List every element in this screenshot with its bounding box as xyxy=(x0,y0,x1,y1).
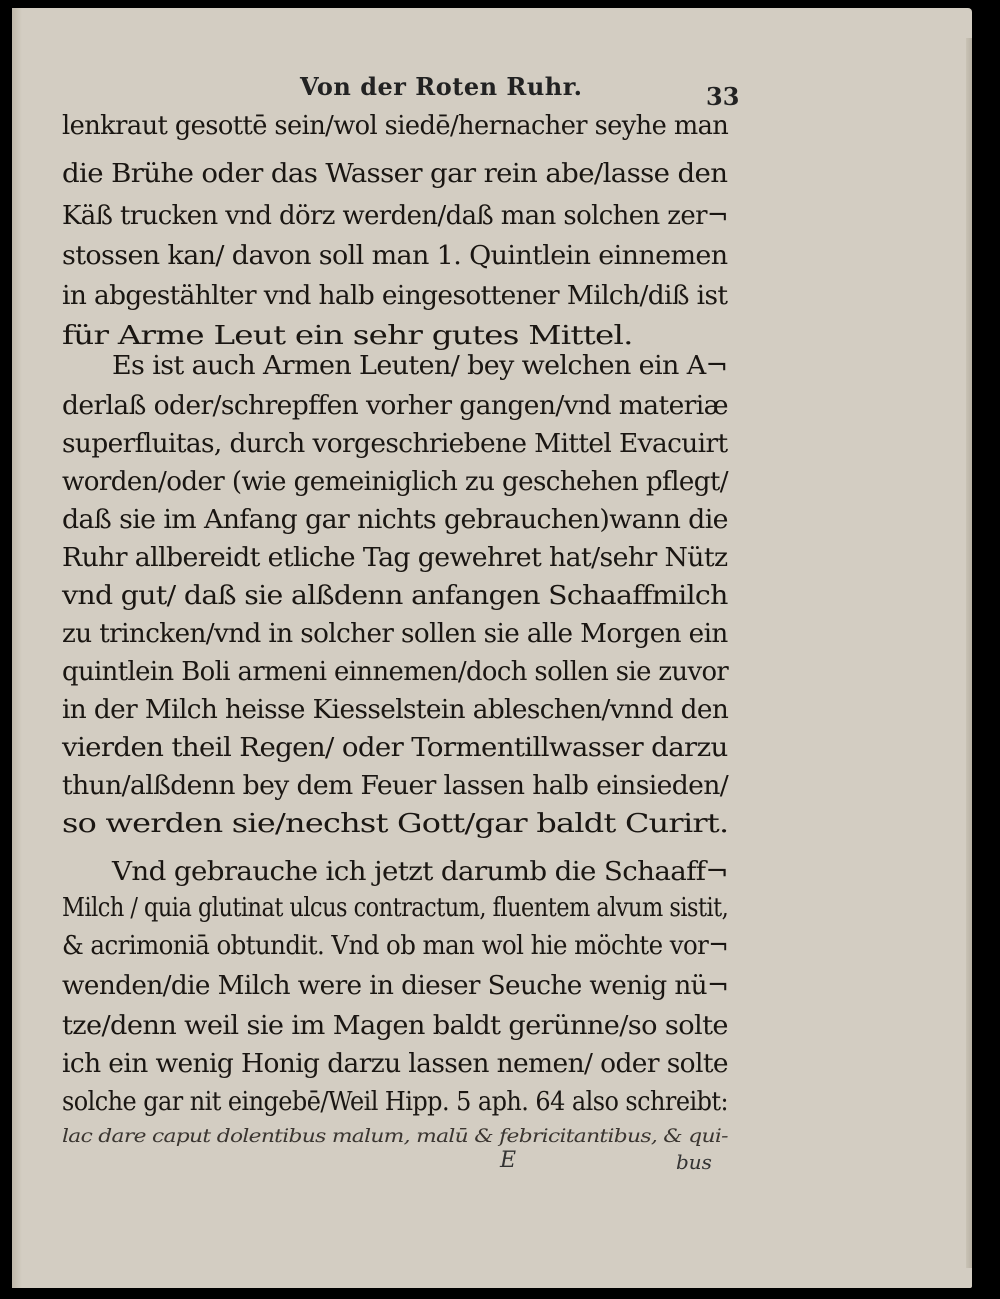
text-line: daß sie im Anfang gar nichts gebrauchen)wann die xyxy=(62,505,728,535)
text-line: thun/alßdenn bey dem Feuer lassen halb einsieden/ xyxy=(62,771,729,801)
text-line: in der Milch heisse Kiesselstein ableschen/vnnd den xyxy=(62,695,729,725)
text-line: tze/denn weil sie im Magen baldt gerünne/so solte xyxy=(62,1011,728,1041)
text-line: zu trincken/vnd in solcher sollen sie alle Morgen ein xyxy=(62,619,728,649)
text-line: lac dare caput dolentibus malum, malū & febricitantibus, & qui- xyxy=(62,1125,728,1147)
text-line: & acrimoniā obtundit. Vnd ob man wol hie möchte vor¬ xyxy=(62,931,729,961)
text-line: solche gar nit eingebē/Weil Hipp. 5 aph. 64 also schreibt: xyxy=(62,1087,728,1117)
text-line: Es ist auch Armen Leuten/ bey welchen ein A¬ xyxy=(112,351,728,381)
page-edge xyxy=(966,38,972,1268)
text-line: wenden/die Milch were in dieser Seuche wenig nü¬ xyxy=(62,971,729,1001)
catchword: bus xyxy=(676,1150,712,1174)
text-line: superfluitas, durch vorgeschriebene Mittel Evacuirt xyxy=(62,429,728,459)
text-line: vierden theil Regen/ oder Tormentillwasser darzu xyxy=(62,733,728,763)
text-line: stossen kan/ davon soll man 1. Quintlein einnemen xyxy=(62,241,728,271)
page-gutter xyxy=(12,8,22,1288)
text-line: in abgestählter vnd halb eingesottener Milch/diß ist xyxy=(62,281,728,311)
text-line: ich ein wenig Honig darzu lassen nemen/ oder solte xyxy=(62,1049,728,1079)
text-line: quintlein Boli armeni einnemen/doch sollen sie zuvor xyxy=(62,657,729,687)
text-line: die Brühe oder das Wasser gar rein abe/lasse den xyxy=(62,159,728,189)
text-line: Käß trucken vnd dörz werden/daß man solchen zer¬ xyxy=(62,201,728,231)
text-line: so werden sie/nechst Gott/gar baldt Curirt. xyxy=(62,809,729,839)
text-line: worden/oder (wie gemeiniglich zu geschehen pflegt/ xyxy=(62,467,728,497)
text-line: vnd gut/ daß sie alßdenn anfangen Schaaffmilch xyxy=(62,581,728,611)
text-line: lenkraut gesottē sein/wol siedē/hernacher seyhe man xyxy=(62,111,729,141)
page-number: 33 xyxy=(706,82,740,111)
signature-mark: E xyxy=(500,1148,517,1173)
running-head: Von der Roten Ruhr. xyxy=(300,72,583,101)
text-line: Milch / quia glutinat ulcus contractum, fluentem alvum sistit, xyxy=(62,893,729,923)
text-line: Ruhr allbereidt etliche Tag gewehret hat/sehr Nütz xyxy=(62,543,728,573)
text-line: für Arme Leut ein sehr gutes Mittel. xyxy=(62,321,633,351)
text-line: derlaß oder/schrepffen vorher gangen/vnd materiæ xyxy=(62,391,728,421)
text-line: Vnd gebrauche ich jetzt darumb die Schaaff¬ xyxy=(112,857,728,887)
